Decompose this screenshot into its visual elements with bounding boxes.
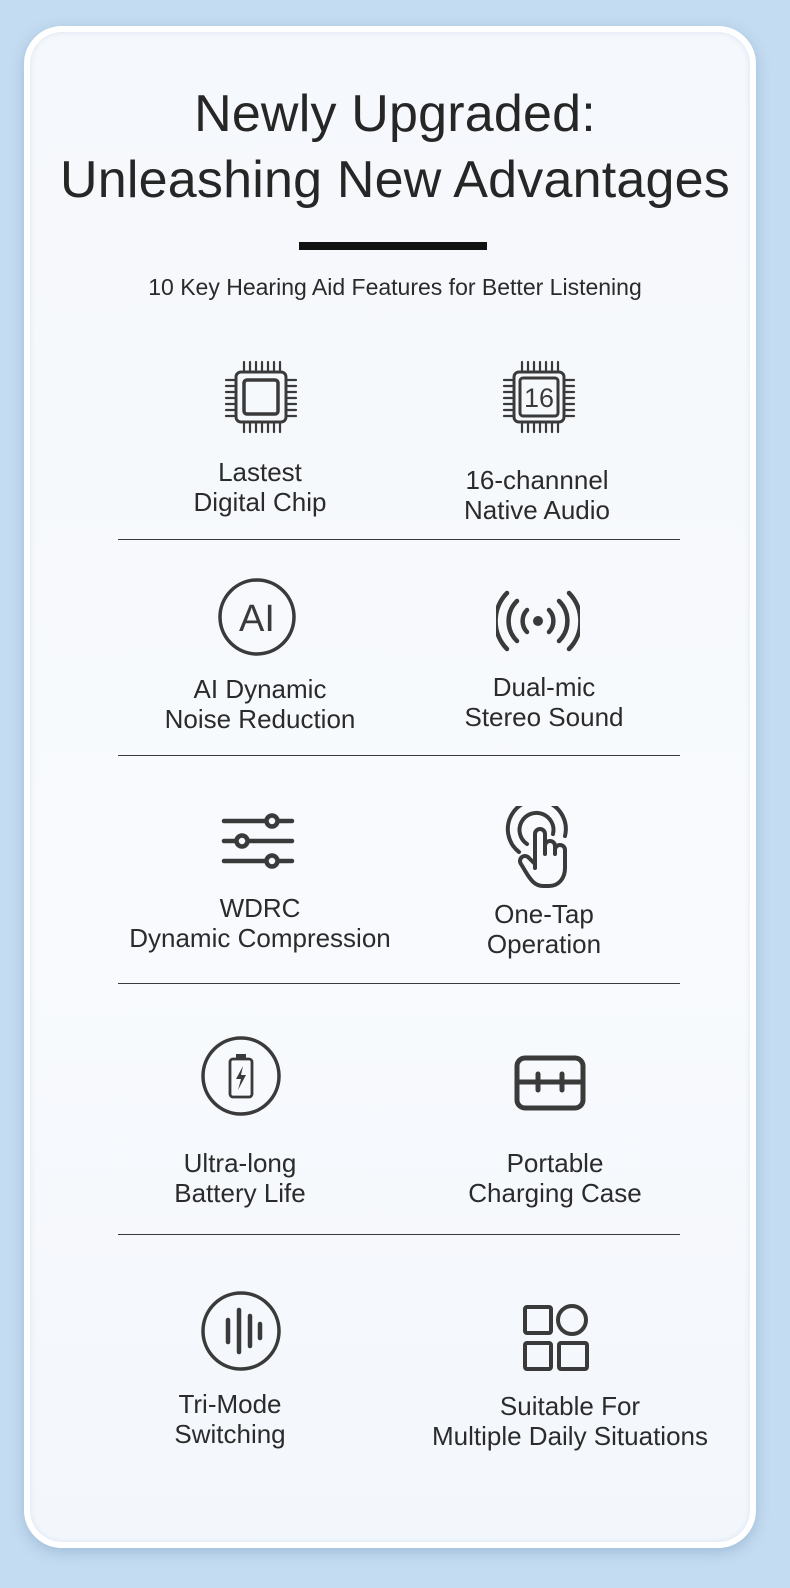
feature-label: Portable Charging Case <box>468 1148 642 1208</box>
feature-label: WDRC Dynamic Compression <box>129 893 391 953</box>
page-title-line1: Newly Upgraded: <box>194 85 596 143</box>
waveform-icon <box>200 1290 282 1372</box>
charging-case-icon <box>513 1054 587 1112</box>
chip-icon <box>222 358 300 436</box>
svg-text:AI: AI <box>239 598 275 640</box>
feature-label: Lastest Digital Chip <box>193 457 327 517</box>
battery-icon <box>200 1035 282 1117</box>
row-divider <box>118 1234 680 1235</box>
feature-label: 16-channnel Native Audio <box>464 465 610 525</box>
row-divider <box>118 539 680 540</box>
feature-label: Suitable For Multiple Daily Situations <box>431 1391 708 1451</box>
feature-label: AI Dynamic Noise Reduction <box>164 674 356 734</box>
page-subtitle: 10 Key Hearing Aid Features for Better Listening <box>148 274 642 300</box>
feature-label: Dual-mic Stereo Sound <box>464 672 624 732</box>
feature-card <box>24 26 756 1548</box>
tap-hand-icon <box>505 806 575 890</box>
svg-text:16: 16 <box>523 383 555 413</box>
grid-apps-icon <box>522 1304 590 1372</box>
feature-label: One-Tap Operation <box>486 899 602 959</box>
page-title-line2: Unleashing New Advantages <box>60 151 730 209</box>
broadcast-icon <box>496 588 580 654</box>
chip-16-icon <box>500 358 578 436</box>
feature-label: Tri-Mode Switching <box>174 1389 286 1449</box>
title-underline <box>299 242 487 250</box>
row-divider <box>118 983 680 984</box>
sliders-icon <box>220 812 296 870</box>
row-divider <box>118 755 680 756</box>
ai-circle-icon <box>216 576 298 658</box>
feature-label: Ultra-long Battery Life <box>174 1148 306 1208</box>
